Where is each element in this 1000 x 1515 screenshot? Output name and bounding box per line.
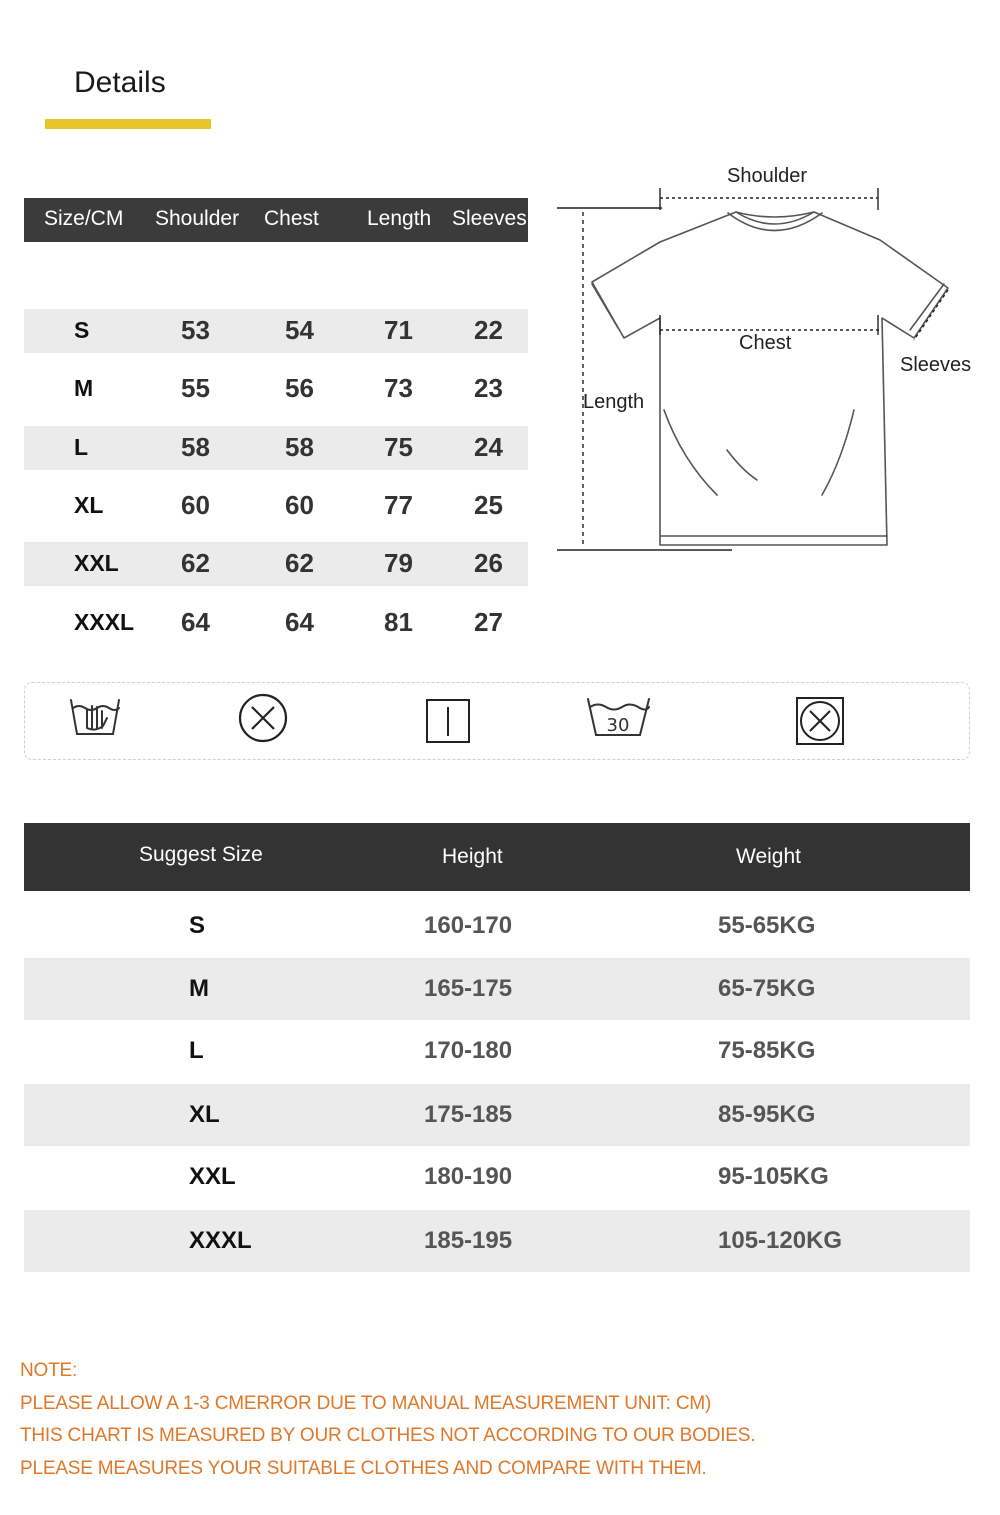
line-dry-icon	[425, 698, 471, 751]
sleeves-value: 27	[474, 607, 503, 637]
page-title: Details	[74, 66, 166, 99]
header-suggest-size: Suggest Size	[139, 843, 263, 866]
sleeves-value: 24	[474, 432, 503, 462]
suggest-height: 160-170	[424, 912, 513, 939]
size-row	[24, 542, 528, 586]
do-not-tumble-dry-icon	[795, 696, 845, 751]
length-value: 77	[384, 490, 413, 520]
header-weight: Weight	[736, 845, 801, 868]
do-not-dry-clean-icon	[237, 692, 289, 749]
header-length: Length	[367, 207, 432, 230]
header-chest: Chest	[264, 207, 319, 230]
suggest-weight: 55-65KG	[718, 912, 816, 939]
size-row	[24, 367, 528, 411]
shoulder-value: 58	[181, 432, 210, 462]
size-label: XL	[74, 492, 104, 518]
shoulder-value: 64	[181, 607, 210, 637]
note-line: PLEASE MEASURES YOUR SUITABLE CLOTHES AND COMPARE WITH THEM.	[20, 1457, 707, 1479]
sleeves-value: 23	[474, 373, 503, 403]
suggest-weight: 105-120KG	[718, 1227, 843, 1254]
header-size-cm: Size/CM	[44, 207, 124, 230]
suggest-size: M	[189, 975, 209, 1002]
shoulder-value: 60	[181, 490, 210, 520]
chest-value: 58	[285, 432, 314, 462]
suggest-height: 170-180	[424, 1037, 513, 1064]
chest-value: 60	[285, 490, 314, 520]
suggest-row	[24, 1020, 970, 1082]
size-row	[24, 309, 528, 353]
suggest-weight: 95-105KG	[718, 1163, 829, 1190]
length-value: 75	[384, 432, 413, 462]
size-label: S	[74, 317, 90, 343]
size-label: M	[74, 375, 94, 401]
suggest-weight: 85-95KG	[718, 1101, 816, 1128]
length-value: 81	[384, 607, 413, 637]
size-row	[24, 484, 528, 528]
header-sleeves: Sleeves	[452, 207, 527, 230]
note-section	[20, 1355, 980, 1485]
diagram-label-sleeves: Sleeves	[900, 354, 972, 376]
suggest-weight: 65-75KG	[718, 975, 816, 1002]
diagram-label-chest: Chest	[739, 332, 792, 354]
note-line: PLEASE ALLOW A 1-3 CMERROR DUE TO MANUAL MEASUREMENT UNIT: CM)	[20, 1392, 712, 1414]
suggest-row	[24, 958, 970, 1020]
suggest-height: 180-190	[424, 1163, 513, 1190]
size-table-header	[24, 198, 528, 242]
suggest-row	[24, 1146, 970, 1208]
suggest-height: 185-195	[424, 1227, 513, 1254]
sleeves-value: 26	[474, 548, 503, 578]
suggest-weight: 75-85KG	[718, 1037, 816, 1064]
diagram-label-shoulder: Shoulder	[727, 165, 808, 187]
size-row	[24, 601, 528, 645]
chest-value: 64	[285, 607, 314, 637]
suggest-size: XXXL	[189, 1227, 252, 1254]
shoulder-value: 62	[181, 548, 210, 578]
chest-value: 62	[285, 548, 314, 578]
header-shoulder: Shoulder	[155, 207, 240, 230]
suggest-size: XL	[189, 1101, 220, 1128]
size-label: XXL	[74, 550, 119, 576]
suggest-height: 175-185	[424, 1101, 513, 1128]
wash-30-icon	[585, 693, 653, 746]
length-value: 71	[384, 315, 413, 345]
title-underline	[45, 119, 211, 129]
suggest-row	[24, 895, 970, 957]
size-row	[24, 426, 528, 470]
suggest-size: L	[189, 1037, 204, 1064]
suggest-size: XXL	[189, 1163, 236, 1190]
note-line: THIS CHART IS MEASURED BY OUR CLOTHES NOT ACCORDING TO OUR BODIES.	[20, 1425, 756, 1446]
chest-value: 54	[285, 315, 314, 345]
size-label: XXXL	[74, 609, 135, 635]
shoulder-value: 53	[181, 315, 210, 345]
diagram-label-length: Length	[583, 391, 645, 413]
suggest-height: 165-175	[424, 975, 513, 1002]
length-value: 73	[384, 373, 413, 403]
wash-temperature: 30	[606, 715, 630, 736]
care-instructions	[24, 682, 970, 760]
note-heading: NOTE:	[20, 1360, 78, 1381]
size-label: L	[74, 434, 89, 460]
header-height: Height	[442, 845, 503, 868]
tshirt-diagram	[552, 160, 992, 560]
sleeves-value: 25	[474, 490, 503, 520]
suggest-row	[24, 1210, 970, 1272]
chest-value: 56	[285, 373, 314, 403]
suggest-size: S	[189, 912, 206, 939]
hand-wash-icon	[67, 692, 123, 747]
shoulder-value: 55	[181, 373, 210, 403]
sleeves-value: 22	[474, 315, 503, 345]
suggest-table-header	[24, 823, 970, 891]
length-value: 79	[384, 548, 413, 578]
suggest-row	[24, 1084, 970, 1146]
